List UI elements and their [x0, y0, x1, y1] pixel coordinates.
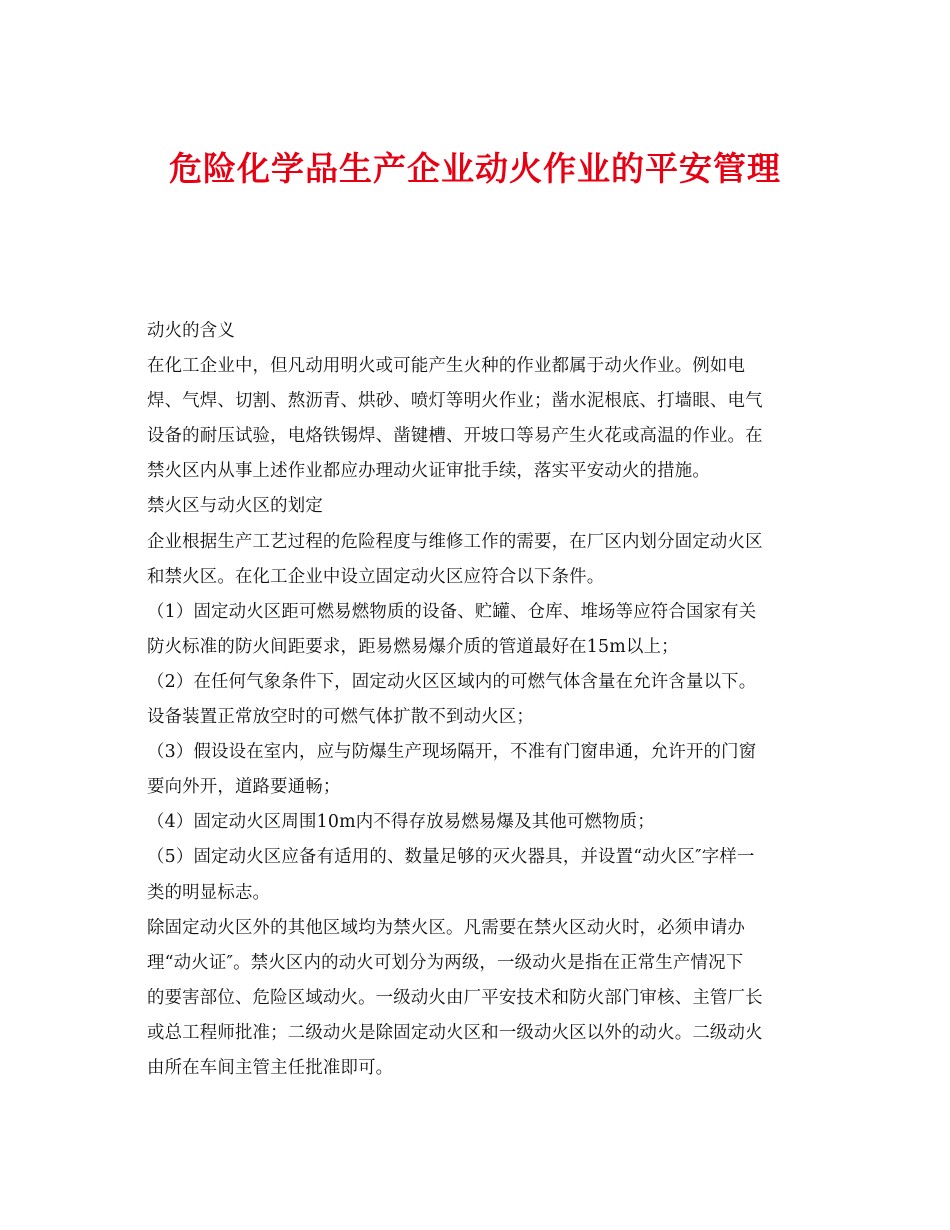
paragraph-line: 的要害部位、危险区域动火。一级动火由厂平安技术和防火部门审核、主管厂长 — [147, 987, 763, 1008]
list-item-line: （5）固定动火区应备有适用的、数量足够的灭火器具，并设置“动火区″字样一 — [147, 847, 755, 868]
paragraph-line: 禁火区内从事上述作业都应办理动火证审批手续，落实平安动火的措施。 — [147, 461, 710, 482]
section-heading-zones: 禁火区与动火区的划定 — [147, 496, 323, 517]
list-item-line: 设备装置正常放空时的可燃气体扩散不到动火区； — [147, 707, 534, 728]
paragraph-line: 和禁火区。在化工企业中设立固定动火区应符合以下条件。 — [147, 566, 605, 587]
list-item-line: （3）假设设在室内，应与防爆生产现场隔开，不准有门窗串通，允许开的门窗 — [147, 742, 757, 763]
paragraph-line: 由所在车间主管主任批准即可。 — [147, 1057, 394, 1078]
document-title: 危险化学品生产企业动火作业的平安管理 — [169, 149, 781, 189]
list-item-line: 类的明显标志。 — [147, 882, 271, 903]
paragraph-line: 企业根据生产工艺过程的危险程度与维修工作的需要，在厂区内划分固定动火区 — [147, 531, 763, 552]
list-item-line: （4）固定动火区周围10m内不得存放易燃易爆及其他可燃物质； — [147, 812, 655, 833]
paragraph-line: 理“动火证″。禁火区内的动火可划分为两级，一级动火是指在正常生产情况下 — [147, 952, 744, 973]
paragraph-line: 设备的耐压试验，电烙铁锡焊、凿键槽、开坡口等易产生火花或高温的作业。在 — [147, 426, 763, 447]
list-item-line: （2）在任何气象条件下，固定动火区区域内的可燃气体含量在允许含量以下。 — [147, 671, 757, 692]
list-item-line: （1）固定动火区距可燃易燃物质的设备、贮罐、仓库、堆场等应符合国家有关 — [147, 601, 757, 622]
paragraph-line: 在化工企业中，但凡动用明火或可能产生火种的作业都属于动火作业。例如电 — [147, 356, 746, 377]
paragraph-line: 焊、气焊、切割、熬沥青、烘砂、喷灯等明火作业；凿水泥根底、打墙眼、电气 — [147, 391, 763, 412]
paragraph-line: 或总工程师批准；二级动火是除固定动火区和一级动火区以外的动火。二级动火 — [147, 1022, 763, 1043]
paragraph-line: 除固定动火区外的其他区域均为禁火区。凡需要在禁火区动火时，必须申请办 — [147, 917, 746, 938]
section-heading-meaning: 动火的含义 — [147, 321, 235, 341]
list-item-line: 要向外开，道路要通畅； — [147, 777, 341, 798]
list-item-line: 防火标准的防火间距要求，距易燃易爆介质的管道最好在15m以上； — [147, 636, 679, 657]
document-body — [147, 314, 807, 1086]
